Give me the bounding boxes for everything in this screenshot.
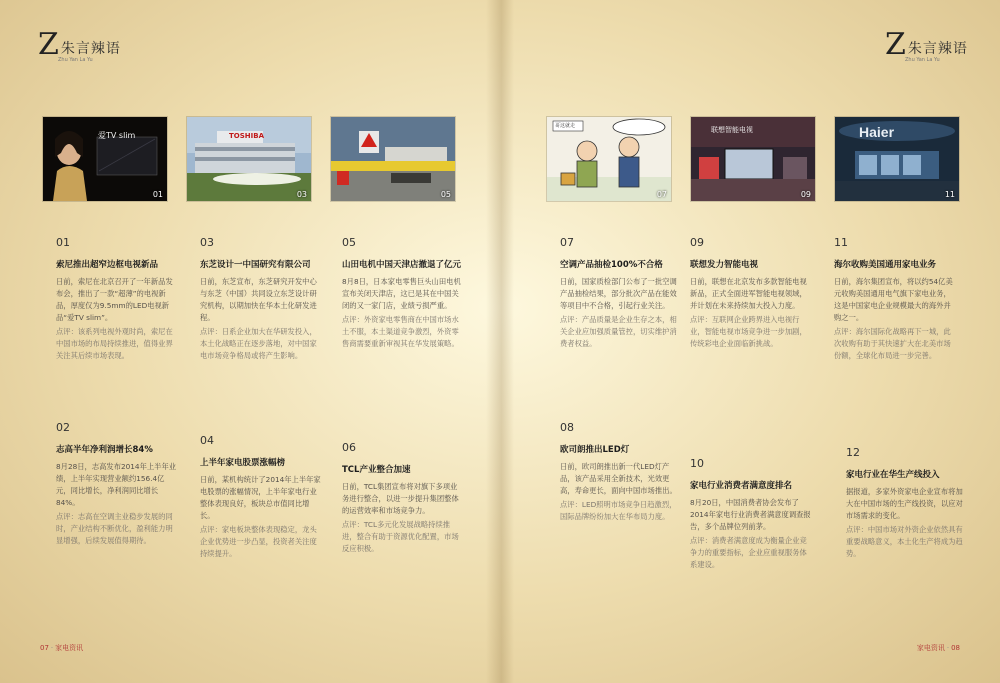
item-body: 8月20日，中国消费者协会发布了2014年家电行业消费者满意度调查报告，多个品牌位列前茅。 [690, 498, 811, 531]
news-item-10 [690, 457, 812, 571]
lenovo-tv-launch-image [691, 117, 815, 201]
item-title: 山田电机中国天津店撤退了亿元 [342, 260, 462, 270]
item-title: 上半年家电股票涨幅榜 [200, 458, 286, 468]
yamada-store-image [331, 117, 455, 201]
news-item-01 [56, 236, 178, 362]
photo-09 [690, 116, 816, 202]
right-page-number: 08 [951, 644, 960, 652]
item-number: 05 [342, 236, 356, 249]
news-item-03 [200, 236, 322, 362]
item-comment: 点评：志高在空调主业稳步发展的同时，产业结构不断优化，盈利能力明显增强，后续发展值得期待。 [56, 512, 173, 545]
item-body: 日前，东芝宣布，东芝研究开发中心与东芝（中国）共同设立东芝设计研究机构，以期加快在华本土化研发进程。 [200, 277, 317, 322]
column-logo [38, 27, 121, 63]
photo-07-bubble: 哥这就走 [555, 123, 576, 129]
item-body: 据报道，多家外资家电企业宣布将加大在中国市场的生产线投资，以应对市场需求的变化。 [846, 487, 963, 520]
item-comment: 点评：中国市场对外资企业依然具有重要战略意义，本土化生产将成为趋势。 [846, 525, 963, 558]
item-body: 日前，海尔集团宣布，将以约54亿美元收购美国通用电气旗下家电业务，这是中国家电企业规模最大的海外并购之一。 [834, 277, 953, 322]
item-number: 01 [56, 236, 70, 249]
news-item-06 [342, 441, 464, 555]
news-item-09 [690, 236, 812, 350]
news-item-02 [56, 421, 178, 547]
photo-09-number: 09 [800, 190, 811, 199]
item-comment: 点评：家电板块整体表现稳定，龙头企业优势进一步凸显，投资者关注度持续提升。 [200, 525, 317, 558]
left-footer-label: 家电资讯 [55, 644, 84, 652]
photo-01-caption: 爱TV slim [98, 131, 136, 140]
item-title: 联想发力智能电视 [690, 260, 759, 270]
item-number: 12 [846, 446, 860, 459]
item-title: 志高半年净利润增长84% [56, 445, 153, 455]
item-title: 海尔收购美国通用家电业务 [834, 260, 937, 270]
logo-letter: Z [38, 27, 59, 62]
item-comment: 点评：TCL多元化发展战略持续推进，整合有助于资源优化配置，市场反应积极。 [342, 520, 459, 553]
left-footer: 07 · 家电资讯 [40, 644, 84, 652]
item-number: 08 [560, 421, 574, 434]
item-title: 欧司朗推出LED灯 [560, 445, 630, 455]
item-title: TCL产业整合加速 [342, 465, 411, 475]
item-body: 日前，索尼在北京召开了一年新品发布会，推出了一款“超薄”的电视新品，厚度仅为9.5mm的LED电视新品“爱TV slim”。 [56, 277, 173, 322]
photo-09-caption: 联想智能电视 [711, 126, 753, 134]
item-comment: 点评：该系列电视外观时尚，索尼在中国市场的布局持续推进，值得业界关注其后续市场表现。 [56, 327, 173, 360]
item-title: 家电行业在华生产线投入 [846, 470, 940, 480]
news-item-07 [560, 236, 682, 350]
photo-07-number: 07 [656, 190, 667, 199]
column-subtitle: Zhu Yan La Yu [58, 57, 93, 63]
item-number: 09 [690, 236, 704, 249]
column-title: 朱言辣语 [60, 41, 121, 57]
item-body: 日前，TCL集团宣布将对旗下多项业务进行整合，以进一步提升集团整体的运营效率和市场竞争力。 [342, 482, 459, 515]
news-item-04 [200, 434, 322, 560]
photo-03-caption: TOSHIBA [229, 132, 264, 140]
item-title: 空调产品抽检100%不合格 [560, 260, 663, 270]
item-number: 10 [690, 457, 704, 470]
toshiba-building-image [187, 117, 311, 201]
photo-05-number: 05 [440, 190, 451, 199]
photo-03 [186, 116, 312, 202]
photo-03-number: 03 [296, 190, 307, 199]
column-title: 朱言辣语 [907, 41, 968, 57]
item-body: 8月8日，日本家电零售巨头山田电机宣布关闭天津店，这已是其在中国关闭的又一家门店，业绩亏损严重。 [342, 277, 461, 310]
item-title: 索尼推出超窄边框电视新品 [56, 260, 159, 270]
photo-11 [834, 116, 960, 202]
item-number: 03 [200, 236, 214, 249]
item-number: 06 [342, 441, 356, 454]
cartoon-illustration-image [547, 117, 671, 201]
item-comment: 点评：日系企业加大在华研发投入，本土化战略正在逐步落地，对中国家电市场竞争格局或将产生影响。 [200, 327, 317, 360]
right-footer-label: 家电资讯 [916, 644, 945, 652]
item-comment: 点评：LED照明市场竞争日趋激烈，国际品牌纷纷加大在华布局力度。 [560, 500, 677, 521]
item-number: 02 [56, 421, 70, 434]
haier-booth-image [835, 117, 959, 201]
news-item-11 [834, 236, 956, 362]
item-title: 家电行业消费者满意度排名 [690, 481, 793, 491]
item-comment: 点评：互联网企业跨界进入电视行业，智能电视市场竞争进一步加剧，传统彩电企业面临新挑战。 [690, 315, 807, 348]
photo-11-number: 11 [944, 190, 955, 199]
news-item-08 [560, 421, 682, 523]
column-logo [885, 27, 968, 63]
news-item-05 [342, 236, 464, 350]
item-comment: 点评：海尔国际化战略再下一城，此次收购有助于其快速扩大在北美市场份额，全球化布局进一步完善。 [834, 327, 951, 360]
item-number: 07 [560, 236, 574, 249]
column-subtitle: Zhu Yan La Yu [905, 57, 940, 63]
right-page [500, 0, 1000, 683]
right-footer: 家电资讯 · 08 [916, 644, 960, 652]
photo-11-caption: Haier [859, 124, 895, 140]
photo-07 [546, 116, 672, 202]
item-comment: 点评：外资家电零售商在中国市场水土不服，本土渠道竞争激烈，外资零售商需要重新审视其在华发展策略。 [342, 315, 459, 348]
item-number: 11 [834, 236, 848, 249]
item-number: 04 [200, 434, 214, 447]
item-body: 日前，联想在北京发布多款智能电视新品，正式全面进军智能电视领域，并计划在未来持续加大投入力度。 [690, 277, 807, 310]
photo-01-number: 01 [152, 190, 163, 199]
item-body: 8月28日，志高发布2014年上半年业绩，上半年实现营业额约156.4亿元，同比增长，净利润同比增长84%。 [56, 462, 177, 507]
item-body: 日前，国家质检部门公布了一批空调产品抽检结果，部分批次产品在能效等项目中不合格，引起行业关注。 [560, 277, 677, 310]
left-page-number: 07 [40, 644, 49, 652]
item-comment: 点评：产品质量是企业生存之本，相关企业应加强质量管控，切实维护消费者权益。 [560, 315, 677, 348]
photo-05 [330, 116, 456, 202]
item-body: 日前，某机构统计了2014年上半年家电股票的涨幅情况，上半年家电行业整体表现良好，板块总市值同比增长。 [200, 475, 321, 520]
news-item-12 [846, 446, 968, 560]
item-comment: 点评：消费者满意度成为衡量企业竞争力的重要指标，企业应重视服务体系建设。 [690, 536, 807, 569]
item-title: 东芝设计一中国研究有限公司 [200, 260, 311, 270]
photo-01 [42, 116, 168, 202]
item-body: 日前，欧司朗推出新一代LED灯产品，该产品采用全新技术，光效更高，寿命更长，面向中国市场推出。 [560, 462, 677, 495]
logo-letter: Z [885, 27, 906, 62]
